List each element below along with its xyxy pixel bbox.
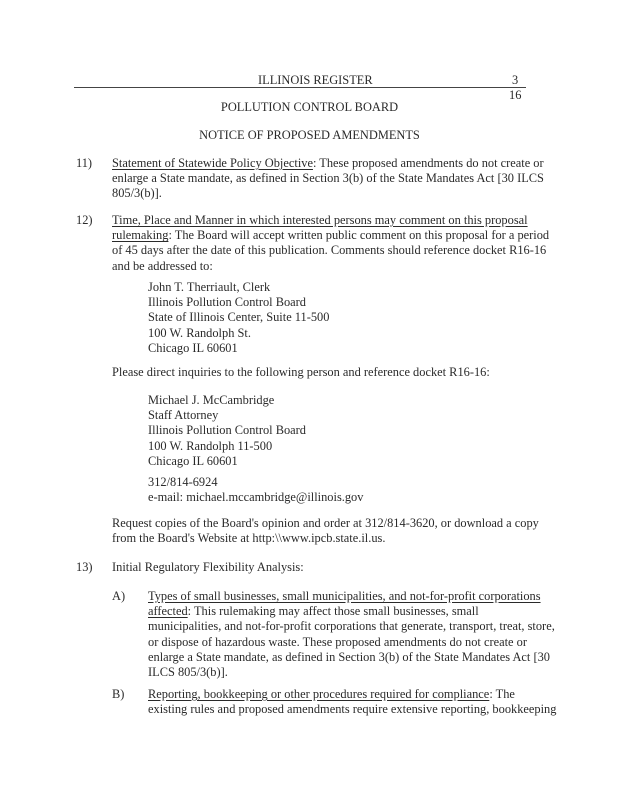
inquiries-text: Please direct inquiries to the following person and reference docket R16-16: [112,365,490,379]
item-11-number: 11) [76,156,93,170]
item-13-number: 13) [76,560,93,574]
item-13b-letter: B) [112,687,125,701]
item-11-heading: Statement of Statewide Policy Objective [112,156,313,170]
item-11-text: Statement of Statewide Policy Objective: These proposed amendments do not create or enlarge a State mandate, as defined in Section 3(b) of the State Mandates Act [30 ILCS 805/3(b)]. [112,156,544,201]
notice-title: NOTICE OF PROPOSED AMENDMENTS [199,128,420,142]
header-rule [74,87,526,88]
contact-address: Michael J. McCambridge Staff Attorney Illinois Pollution Control Board 100 W. Randolph 11-500 Chicago IL 60601 [148,393,306,468]
item-12-heading: Time, Place and Manner in which interested persons may comment on this proposal [112,213,528,227]
copies-text: Request copies of the Board's opinion and order at 312/814-3620, or download a copy from the Board's Website at http:\\www.ipcb.state.il.us. [112,516,539,546]
item-13a-heading: Types of small businesses, small municipalities, and not-for-profit corporations [148,589,541,603]
contact-phone-email [148,475,363,505]
page-sub-number: 16 [509,88,522,102]
clerk-address: John T. Therriault, Clerk Illinois Pollution Control Board State of Illinois Center, Suite 11-500 100 W. Randolph St. Chicago IL 60601 [148,280,330,355]
phone: 312/814-6924 [148,475,218,489]
page-number: 3 [512,73,519,87]
item-13a-letter: A) [112,589,126,603]
item-12-number: 12) [76,213,93,227]
item-12-text: Time, Place and Manner in which interested persons may comment on this proposal rulemaking: The Board will accept written public comment on this proposal for a period of 45 days after the date of this publication. Comments should reference docket R16-16 and be addressed to: [112,213,550,273]
item-13b-text: Reporting, bookkeeping or other procedures required for compliance: The existing rules and proposed amendments require extensive reporting, bookkeeping [148,687,557,717]
agency-title: POLLUTION CONTROL BOARD [220,100,399,114]
email: e-mail: michael.mccambridge@illinois.gov [148,490,364,505]
item-13b-heading: Reporting, bookkeeping or other procedures required for compliance [148,687,490,701]
register-title: ILLINOIS REGISTER [258,73,373,87]
item-13a-text: Types of small businesses, small municipalities, and not-for-profit corporations affected: This rulemaking may affect those small businesses, small municipalities, and not-for-profit corporations that generate, transport, treat, store, or dispose of hazardous waste. These proposed amendments do not create or enlarge a State mandate, as defined in Section 3(b) of the State Mandates Act [30 ILCS 805/3(b)]. [148,589,555,680]
item-13-heading: Initial Regulatory Flexibility Analysis: [112,560,304,574]
